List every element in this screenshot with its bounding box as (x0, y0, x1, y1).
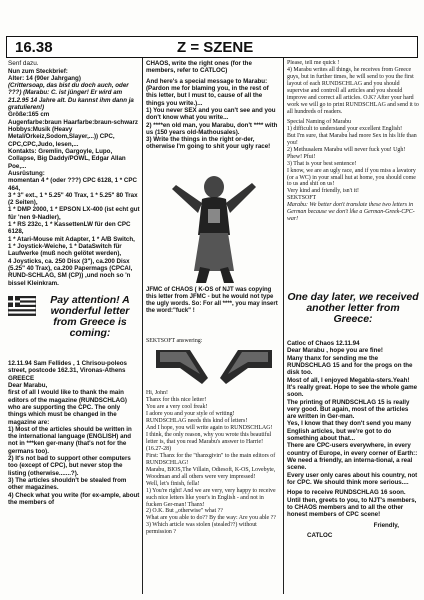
col3-signature: CATLOC (307, 531, 333, 539)
col1-paragraph: 3 * 3" ext., 1 * 5.25" 40 Trax, 1 * 5.25" 80 Trax (2 Seiten), (8, 191, 138, 207)
column-1-bottom (8, 360, 140, 596)
column-1-top (8, 60, 140, 292)
col1-paragraph: Ausrüstung: (8, 169, 45, 177)
col1-paragraph: 2) It's not bad to support other computers too (except of CPC), but never stop the listing (otherwise.......?). (8, 455, 131, 477)
col3-paragraph: 1) difficult to understand your excellent English! (287, 125, 403, 132)
column-divider-right (283, 58, 284, 594)
col2-paragraph: 3) Write the things in the right or-der, otherwise I'm going to shit your ugly race! (146, 136, 271, 151)
col2-label: SEKTSOFT answering: (146, 338, 203, 344)
column-3-top (287, 60, 419, 290)
col3-paragraph: The printing of RUNDSCHLAG 15 is really very good. But again, most of the articles are written in Ger-man. (287, 398, 410, 421)
col1-heading: Pay attention! A wonderful letter from Greece is coming: (50, 295, 130, 340)
col3-paragraph: SEKTSOFT (287, 195, 317, 202)
col2-paragraph: I think, the only reason, why you wrote this beautiful letter is, that you read Marabu's answer to Harrie! (16.27-28) (146, 431, 272, 452)
col2-paragraph: And I hope, you will write again to RUNDSCHLAG! (146, 424, 273, 431)
col2-paragraph: What are you able to do?? By the way: Are you able ?? 3) Which article was stolen (stealed??) without permission ? (146, 515, 276, 536)
col3-paragraph: We need a friendly, an interna-tional, a real scene. (287, 457, 413, 472)
col3-paragraph: There are CPC-users everywhere, in every country of Europe, in every corner of Earth:: (287, 442, 418, 457)
col1-paragraph: 1 * Atari-Mouse mit Adapter, 1 * A/B Switch, 1 * Joystick-Weiche, 1 * DataSwitch für Laufwerke (muß noch gelötet werden), (8, 235, 135, 258)
col1-heading-box (40, 295, 140, 357)
greek-flag-image (8, 296, 36, 316)
col1-paragraph: (Crittersoap, das bist du doch auch, oder ???) (Marabu: C. ist jünger! Er wird am 21.2.95 14 Jahre alt. Du kannst ihm dann ja gratulieren!) (8, 82, 134, 112)
column-divider-left (142, 58, 143, 594)
col1-paragraph: Alter: 14 (90er Jahrgang) (8, 74, 81, 82)
col3-paragraph: Every user only cares about his country, not for CPC. We should think more serious.... (287, 471, 418, 486)
col1-paragraph: Augenfarbe:braun Haarfarbe:braun-schwarz (8, 118, 138, 126)
col3-paragraph: I know, we are an ugly race, and if you miss a lavatory (or a WC) in your small hut at home, you should come to us and shit on us! (287, 167, 416, 188)
page-number: 16.38 (15, 39, 53, 56)
col2-paragraph: 1) You're right! And we are very, very happy to receive such nice letters like your's in English - and not in fucken Ger-man! Thanx! (146, 487, 276, 508)
col1-paragraph: Senf dazu. (8, 60, 39, 67)
col2-paragraph: 1) You never SEX and you can't see and you don't know what you write... (146, 106, 276, 122)
col1-paragraph: Hobbys:Musik (Heavy Metal/Orkeiz,Sodom,Slayer,...)) CPC, CPC,CPC,Judo, lesen,... (8, 126, 115, 148)
page-header (6, 36, 418, 58)
col3-paragraph: 3) That is your best sentence! (287, 160, 357, 167)
column-2-top (146, 60, 281, 172)
col3-paragraph: Dear Marabu , hope you are fine! (287, 347, 383, 355)
col3-paragraph: Hope to receive RUNDSCHLAG 16 soon. Until then, greets to you, to NJT's members, to CHAOS members and to all the other honest members of CPC scene! (287, 489, 417, 519)
col2-paragraph: And here's a special message to Marabu: (146, 77, 268, 85)
col1-paragraph: Dear Marabu, (8, 381, 48, 389)
col3-paragraph: Very kind and friendly, isn't it! (287, 188, 360, 195)
col1-paragraph: 4 Joysticks, ca. 250 Disx (3"), ca.200 Disx (5.25" 40 Trax), ca.200 Papermags (CPCAI, RUND-SCHLAG, SM (CP)) ,und noch so 'n bissel Kleinkram. (8, 257, 133, 287)
col1-paragraph: 3) The articles shouldn't be stealed from other magazines. (8, 477, 127, 492)
dancing-figure-image (170, 175, 258, 285)
col2-paragraph: Well, let's finish, fella! (146, 480, 200, 487)
col2-paragraph: 2) ****en old man, you Marabu, don't **** with us (150 years old-Mathousales). (146, 121, 278, 136)
col2-paragraph: Hi, John! (146, 390, 168, 396)
col1-paragraph: Kontakts: Gremlin, Gargoyle, Lupo, Collapse, Big Daddy/POWL, Edgar Allan Poe,... (8, 147, 126, 170)
section-title: Z = SZENE (177, 39, 254, 56)
col3-paragraph: 2) Methusalem Marabu will never fuck you! Ugh! Phew! Pfui! (287, 146, 406, 160)
col1-paragraph: 1 * RS 232c, 1 * KassettenLW für den CPC 6128, (8, 221, 131, 236)
col3-paragraph: Most of all, I enjoyed Megabla-sters.Yeah! It's really great. Hope to see the whole game soon. (287, 376, 418, 399)
col2-paragraph: Marabu, BIOS,The Villain, Odiesoft, K-OS, Lovebyte, Woodman and all others were very impressed! (146, 466, 276, 480)
col2-caption: JFMC of CHAOS ( K-OS of NJT was copying this letter from JFMC - but he would not type the ugly words. So: For all ****, you may insert the word:"fuck" ! (146, 287, 278, 315)
col1-paragraph: first of all I would like to thank the main editors of the magazine (RUNDSCHLAG) who are supporting the CPC. The only things which must be changed in the magazine are: (8, 389, 127, 426)
col3-paragraph: Special Naming of Marabu (287, 118, 351, 125)
col2-paragraph: CHAOS, write the right ones (for the members, refer to CATLOC) (146, 60, 252, 75)
col3-paragraph: But I'm sure, that Marabu had more Sex in his life than you! (287, 132, 417, 146)
col2-paragraph: (Pardon me for blaming you, in the rest of this letter, but I must to, cause of all the things you write.)... (146, 84, 269, 107)
col2-paragraph: I adore you and your style of writing! (146, 410, 235, 417)
col3-paragraph: Please, tell me quick ! (287, 60, 340, 66)
column-2-bottom (146, 390, 281, 596)
col2-label-box (146, 338, 206, 347)
col2-paragraph: First: Thanx for the "thanxgivin" to the main editors of RUNDSCHLAG! (146, 452, 276, 466)
col2-paragraph: RUNDSCHLAG needs this kind of letters! (146, 417, 248, 424)
col3-signoff: Friendly, (373, 521, 399, 529)
col3-paragraph: 4) Marabu writes all things, he receives from Greece guys, but in further times, he will send to you the first layout of each RUNDSCHLAG and you should supervise and controll all articles and you should improve and correct all articles. O.K? After your hard work we will go to print RUNDSCHLAG and send it to all hundreds of readers. (287, 66, 419, 115)
col1-paragraph: Größe:165 cm (8, 111, 50, 119)
col3-paragraph: Yes, I know that they don't send you many English articles, but we're got to do something about that... (287, 420, 412, 443)
col3-paragraph: Many thanx for sending me the RUNDSCHLAG 15 and for the progs on the disk too. (287, 354, 413, 377)
col1-paragraph: momentan 4 * (oder ???) CPC 6128, 1 * CPC 464, (8, 177, 137, 192)
column-3-bottom (287, 340, 419, 596)
col3-heading-box (287, 292, 419, 338)
col1-paragraph: 1 * DMP 2000, 1 * EPSON LX-400 (ist echt gut für 'nen 9-Nadler), (8, 206, 140, 221)
col1-paragraph: 1) Most of the articles should be written in the international language (ENGLISH) and not in ***ken ger-many (that's not for the germans too). (8, 425, 132, 455)
col1-paragraph: Nun zum Steckbrief: (8, 67, 68, 75)
col3-paragraph: Marabu: We better don't translate these two letters in German because we don't like a German-Greek-CPC-war! (287, 202, 415, 223)
pointing-hands-image (150, 348, 278, 386)
col3-heading: One day later, we received another letter from Greece: (287, 292, 419, 326)
col2-paragraph: Thanx for this nice letter! (146, 396, 207, 403)
col2-paragraph: You are a very cool freak! (146, 403, 208, 410)
col3-paragraph: Catloc of Chaos 12.11.94 (287, 340, 360, 347)
col1-paragraph: 4) Check what you write (for ex-ample, about the members of (8, 491, 140, 506)
col1-paragraph: 12.11.94 Sam Fellides , 1 Chrisou-poleos street, postcode 162.31, Vironas-Athens GREECE (8, 360, 127, 382)
col2-paragraph: 2) O.K. But „otherwise" what ?? (146, 508, 223, 515)
